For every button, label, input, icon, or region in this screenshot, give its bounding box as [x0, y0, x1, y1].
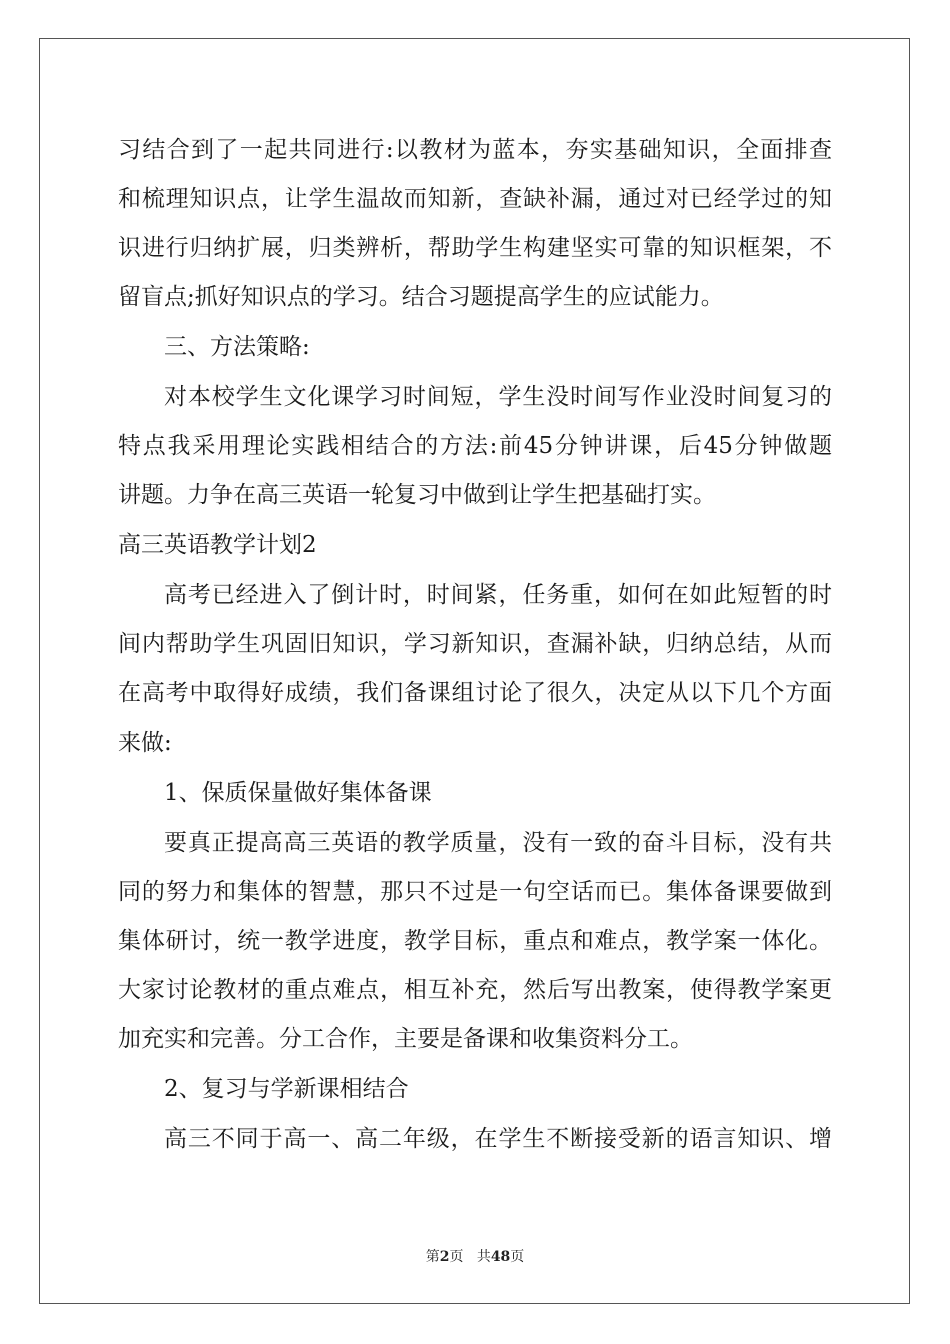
paragraph-line: 加充实和完善。分工合作，主要是备课和收集资料分工。	[118, 1026, 693, 1052]
total-suffix: 页	[510, 1249, 525, 1265]
paragraph-line: 来做:	[118, 730, 172, 756]
paragraph-line: 留盲点;抓好知识点的学习。结合习题提高学生的应试能力。	[118, 284, 724, 310]
paragraph-line: 高考已经进入了倒计时，时间紧，任务重，如何在如此短暂的时	[164, 582, 832, 608]
paragraph-line: 特点我采用理论实践相结合的方法:前45分钟讲课，后45分钟做题	[118, 433, 832, 459]
page-number: 2	[439, 1249, 450, 1265]
section-heading: 1、保质保量做好集体备课	[164, 780, 432, 806]
paragraph-line: 讲题。力争在高三英语一轮复习中做到让学生把基础打实。	[118, 482, 716, 508]
paragraph-line: 和梳理知识点，让学生温故而知新，查缺补漏，通过对已经学过的知	[118, 186, 832, 212]
paragraph-line: 间内帮助学生巩固旧知识，学习新知识，查漏补缺，归纳总结，从而	[118, 631, 832, 657]
page-prefix: 第	[425, 1249, 440, 1265]
section-heading: 三、方法策略:	[164, 334, 310, 360]
paragraph-line: 集体研讨，统一教学进度，教学目标，重点和难点，教学案一体化。	[118, 928, 832, 954]
paragraph-line: 对本校学生文化课学习时间短，学生没时间写作业没时间复习的	[164, 384, 832, 410]
section-heading: 2、复习与学新课相结合	[164, 1076, 409, 1102]
paragraph-line: 大家讨论教材的重点难点，相互补充，然后写出教案，使得教学案更	[118, 977, 832, 1003]
total-prefix: 共	[476, 1249, 491, 1265]
paragraph-line: 同的努力和集体的智慧，那只不过是一句空话而已。集体备课要做到	[118, 879, 832, 905]
document-title: 高三英语教学计划2	[118, 532, 317, 558]
paragraph-line: 高三不同于高一、高二年级，在学生不断接受新的语言知识、增	[164, 1126, 832, 1152]
paragraph-line: 识进行归纳扩展，归类辨析，帮助学生构建坚实可靠的知识框架，不	[118, 235, 832, 261]
paragraph-line: 习结合到了一起共同进行:以教材为蓝本，夯实基础知识，全面排查	[118, 137, 832, 163]
paragraph-line: 要真正提高高三英语的教学质量，没有一致的奋斗目标，没有共	[164, 830, 832, 856]
page-suffix: 页	[449, 1249, 464, 1265]
total-pages: 48	[490, 1249, 511, 1265]
page-footer	[0, 1246, 950, 1266]
paragraph-line: 在高考中取得好成绩，我们备课组讨论了很久，决定从以下几个方面	[118, 680, 832, 706]
